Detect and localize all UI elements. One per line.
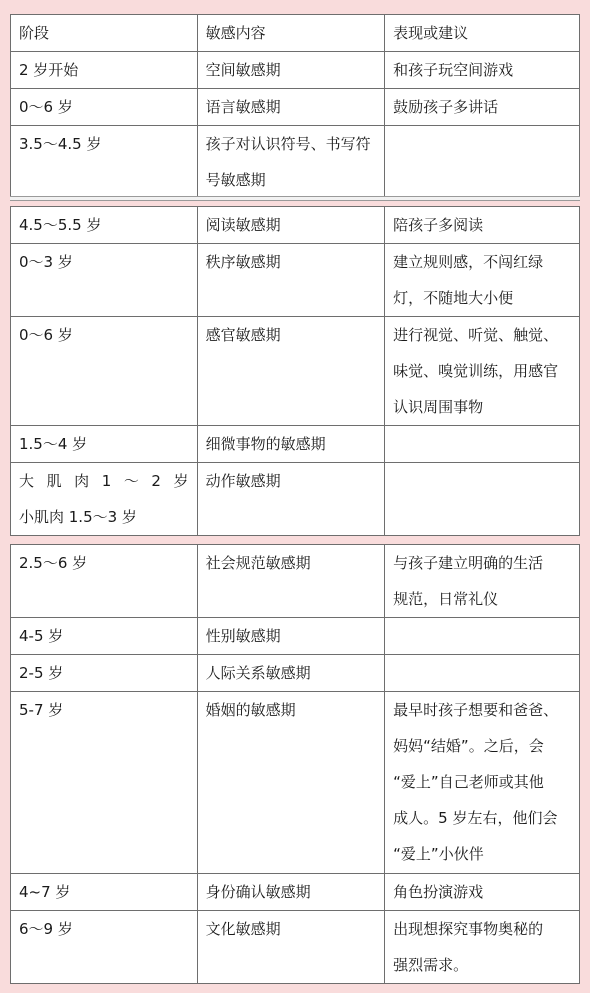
cell-content: 秩序敏感期: [197, 244, 385, 317]
table-row: [11, 911, 580, 984]
cell-content: 身份确认敏感期: [197, 874, 385, 911]
cell-advice-line: 规范，日常礼仪: [393, 590, 499, 608]
cell-content: 感官敏感期: [197, 317, 385, 426]
cell-content-line: 号敏感期: [205, 171, 266, 189]
cell-stage: 2.5～6 岁: [11, 545, 198, 618]
cell-advice: [385, 618, 580, 655]
cell-stage: 3.5～4.5 岁: [11, 126, 198, 199]
cell-advice-line: 进行视觉、听觉、触觉、: [393, 326, 559, 344]
cell-content: 动作敏感期: [197, 463, 385, 536]
sensitive-period-table-part-2: [10, 206, 580, 536]
cell-stage-line: 小肌肉 1.5～3 岁: [19, 508, 137, 526]
table-row: [11, 244, 580, 317]
cell-content: 婚姻的敏感期: [197, 692, 385, 874]
cell-advice: [385, 126, 580, 199]
table-row: [11, 126, 580, 199]
cell-content: 性别敏感期: [197, 618, 385, 655]
cell-stage: 2-5 岁: [11, 655, 198, 692]
cell-advice-line: 最早时孩子想要和爸爸、: [393, 701, 559, 719]
cell-advice: [385, 655, 580, 692]
cell-content: 阅读敏感期: [197, 207, 385, 244]
table-row: [11, 426, 580, 463]
cell-content: 社会规范敏感期: [197, 545, 385, 618]
cell-content: 人际关系敏感期: [197, 655, 385, 692]
table-row: [11, 317, 580, 426]
cell-advice-line: 味觉、嗅觉训练，用感官: [393, 362, 559, 380]
cell-stage: 6～9 岁: [11, 911, 198, 984]
table-row: [11, 545, 580, 618]
cell-advice-line: 灯，不随地大小便: [393, 289, 514, 307]
sensitive-period-table-part-1: [10, 14, 580, 199]
cell-content-line: 孩子对认识符号、书写符: [205, 135, 371, 153]
cell-stage: 4-5 岁: [11, 618, 198, 655]
cell-stage: 4.5～5.5 岁: [11, 207, 198, 244]
cell-stage: 5-7 岁: [11, 692, 198, 874]
header-advice: 表现或建议: [385, 15, 580, 52]
cell-advice: [385, 692, 580, 874]
cell-advice-line: 妈妈“结婚”。之后，会: [393, 737, 544, 755]
cell-advice-line: 建立规则感，不闯红绿: [393, 253, 544, 271]
cell-advice-line: 出现想探究事物奥秘的: [393, 920, 544, 938]
cell-advice-line: “爱上”自己老师或其他: [393, 773, 544, 791]
cell-advice: 角色扮演游戏: [385, 874, 580, 911]
table-row: [11, 52, 580, 89]
cell-advice-line: 强烈需求。: [393, 956, 469, 974]
cell-stage: 2 岁开始: [11, 52, 198, 89]
cell-advice: 鼓励孩子多讲话: [385, 89, 580, 126]
table-row: [11, 463, 580, 536]
header-content: 敏感内容: [197, 15, 385, 52]
header-stage: 阶段: [11, 15, 198, 52]
cell-stage: 0～6 岁: [11, 317, 198, 426]
table-row: [11, 692, 580, 874]
table-row: [11, 618, 580, 655]
cell-stage: [11, 463, 198, 536]
cell-stage: 0～3 岁: [11, 244, 198, 317]
cell-stage-line: 大 肌 肉 1 ～ 2 岁: [19, 472, 189, 490]
table-row: [11, 655, 580, 692]
cell-advice: [385, 545, 580, 618]
cell-advice: [385, 244, 580, 317]
cell-advice: [385, 317, 580, 426]
cell-advice: [385, 426, 580, 463]
table-header-row: [11, 15, 580, 52]
table-row: [11, 874, 580, 911]
cell-content: 细微事物的敏感期: [197, 426, 385, 463]
cell-advice-line: 认识周围事物: [393, 398, 484, 416]
cell-advice-line: “爱上”小伙伴: [393, 845, 484, 863]
table-row: [11, 207, 580, 244]
cell-stage: 0～6 岁: [11, 89, 198, 126]
cell-advice: 陪孩子多阅读: [385, 207, 580, 244]
cell-stage: 1.5～4 岁: [11, 426, 198, 463]
cell-stage: 4~7 岁: [11, 874, 198, 911]
cell-advice: [385, 463, 580, 536]
cell-advice-line: 与孩子建立明确的生活: [393, 554, 544, 572]
sensitive-period-table-part-3: [10, 544, 580, 984]
cell-advice: [385, 911, 580, 984]
cell-content: 空间敏感期: [197, 52, 385, 89]
page-break-separator: [10, 196, 580, 201]
cell-content: 语言敏感期: [197, 89, 385, 126]
cell-advice: 和孩子玩空间游戏: [385, 52, 580, 89]
cell-content: 文化敏感期: [197, 911, 385, 984]
table-row: [11, 89, 580, 126]
cell-advice-line: 成人。5 岁左右，他们会: [393, 809, 558, 827]
cell-content: [197, 126, 385, 199]
